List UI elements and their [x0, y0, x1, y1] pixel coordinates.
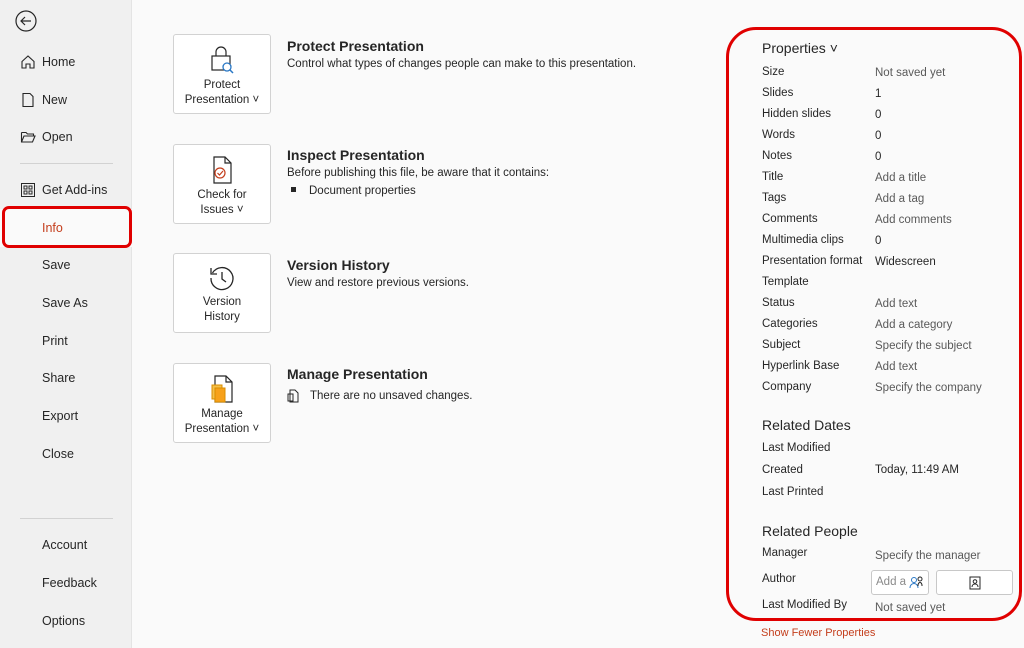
author-placeholder: Add a [876, 576, 907, 588]
property-label: Title [762, 171, 784, 183]
show-fewer-properties-link[interactable]: Show Fewer Properties [761, 627, 876, 639]
sidebar-item-label: Options [42, 614, 86, 628]
lock-icon [209, 44, 235, 76]
sidebar-item-open[interactable] [0, 118, 132, 156]
sidebar-item-home[interactable] [0, 43, 132, 81]
property-label: Status [762, 297, 795, 309]
backstage-sidebar [0, 0, 132, 648]
property-label: Words [762, 129, 796, 141]
property-label: Notes [762, 150, 793, 162]
sidebar-item-label: Close [42, 447, 74, 461]
property-label: Categories [762, 318, 818, 330]
sidebar-divider [20, 163, 113, 164]
check-for-issues-button[interactable] [173, 144, 271, 224]
list-item: Document properties [291, 185, 416, 197]
property-label: Hidden slides [762, 108, 832, 120]
status-field[interactable]: Add text [875, 298, 918, 310]
manage-document-icon [209, 373, 235, 405]
property-label: Presentation format [762, 255, 863, 267]
protect-presentation-desc: Control what types of changes people can make to this presentation. [287, 58, 637, 70]
sidebar-item-label: Print [42, 334, 68, 348]
sidebar-item-label: New [42, 93, 68, 107]
document-check-icon [209, 154, 235, 186]
back-arrow-icon[interactable] [14, 9, 38, 33]
property-value-last-modified-by: Not saved yet [875, 602, 946, 614]
sidebar-item-save-as[interactable] [0, 284, 132, 322]
sidebar-item-info[interactable] [0, 209, 132, 247]
sidebar-item-feedback[interactable] [0, 564, 132, 602]
property-label: Size [762, 66, 785, 78]
sidebar-divider [20, 518, 113, 519]
property-value-notes: 0 [875, 151, 882, 163]
property-value-slides: 1 [875, 88, 882, 100]
sidebar-item-label: Save [42, 258, 71, 272]
manager-field[interactable]: Specify the manager [875, 550, 981, 562]
company-field[interactable]: Specify the company [875, 382, 982, 394]
subject-field[interactable]: Specify the subject [875, 340, 972, 352]
sidebar-item-save[interactable] [0, 246, 132, 284]
address-book-icon [969, 576, 981, 590]
version-history-desc: View and restore previous versions. [287, 277, 469, 289]
sidebar-item-close[interactable] [0, 435, 132, 473]
sidebar-item-label: Save As [42, 296, 88, 310]
property-label: Last Modified By [762, 599, 848, 611]
inspect-presentation-desc: Before publishing this file, be aware that it contains: [287, 167, 550, 179]
tags-field[interactable]: Add a tag [875, 193, 925, 205]
properties-dropdown[interactable]: Properties ˅ [762, 40, 838, 56]
home-icon [20, 54, 36, 70]
property-value-words: 0 [875, 130, 882, 142]
tile-label: Version History [202, 296, 242, 323]
sidebar-item-new[interactable] [0, 81, 132, 119]
related-people-heading: Related People [762, 523, 858, 539]
people-picker-icon[interactable] [909, 575, 925, 593]
title-field[interactable]: Add a title [875, 172, 927, 184]
sidebar-item-label: Export [42, 409, 79, 423]
sidebar-item-label: Feedback [42, 576, 97, 590]
property-label: Subject [762, 339, 801, 351]
protect-presentation-title: Protect Presentation [287, 38, 424, 54]
property-label: Created [762, 464, 803, 476]
version-history-button[interactable] [173, 253, 271, 333]
sidebar-item-label: Open [42, 130, 73, 144]
property-label: Multimedia clips [762, 234, 844, 246]
sidebar-item-share[interactable] [0, 359, 132, 397]
sidebar-item-label: Account [42, 538, 88, 552]
version-history-title: Version History [287, 257, 390, 273]
categories-field[interactable]: Add a category [875, 319, 953, 331]
history-clock-icon [207, 263, 237, 293]
author-input[interactable] [871, 570, 929, 595]
property-value-hidden-slides: 0 [875, 109, 882, 121]
tile-label: Check for Issues ˅ [197, 189, 247, 216]
document-pages-icon [287, 389, 299, 403]
property-value-created: Today, 11:49 AM [875, 464, 959, 476]
inspect-presentation-title: Inspect Presentation [287, 147, 425, 163]
manage-presentation-button[interactable] [173, 363, 271, 443]
sidebar-item-get-addins[interactable] [0, 171, 132, 209]
property-label: Manager [762, 547, 808, 559]
sidebar-item-label: Info [42, 221, 63, 235]
property-label: Company [762, 381, 812, 393]
sidebar-item-account[interactable] [0, 526, 132, 564]
sidebar-item-export[interactable] [0, 397, 132, 435]
property-value-multimedia-clips: 0 [875, 235, 882, 247]
addins-grid-icon [20, 182, 36, 198]
sidebar-item-label: Home [42, 55, 76, 69]
related-dates-heading: Related Dates [762, 417, 851, 433]
sidebar-item-label: Get Add-ins [42, 183, 108, 197]
property-label: Author [762, 573, 796, 585]
manage-presentation-desc: There are no unsaved changes. [287, 389, 472, 403]
sidebar-item-print[interactable] [0, 322, 132, 360]
property-label: Slides [762, 87, 794, 99]
new-file-icon [20, 92, 36, 108]
tile-label: Manage Presentation ˅ [184, 408, 260, 435]
comments-field[interactable]: Add comments [875, 214, 952, 226]
property-label: Tags [762, 192, 787, 204]
address-book-button[interactable] [936, 570, 1013, 595]
property-label: Last Modified [762, 442, 831, 454]
property-label: Template [762, 276, 809, 288]
property-value-size: Not saved yet [875, 67, 946, 79]
tile-label: Protect Presentation ˅ [184, 79, 260, 106]
manage-presentation-title: Manage Presentation [287, 366, 428, 382]
protect-presentation-button[interactable] [173, 34, 271, 114]
sidebar-item-label: Share [42, 371, 76, 385]
property-label: Comments [762, 213, 818, 225]
property-label: Hyperlink Base [762, 360, 840, 372]
property-label: Last Printed [762, 486, 824, 498]
folder-open-icon [20, 129, 36, 145]
property-value-presentation-format: Widescreen [875, 256, 936, 268]
hyperlink-base-field[interactable]: Add text [875, 361, 918, 373]
sidebar-item-options[interactable] [0, 602, 132, 640]
